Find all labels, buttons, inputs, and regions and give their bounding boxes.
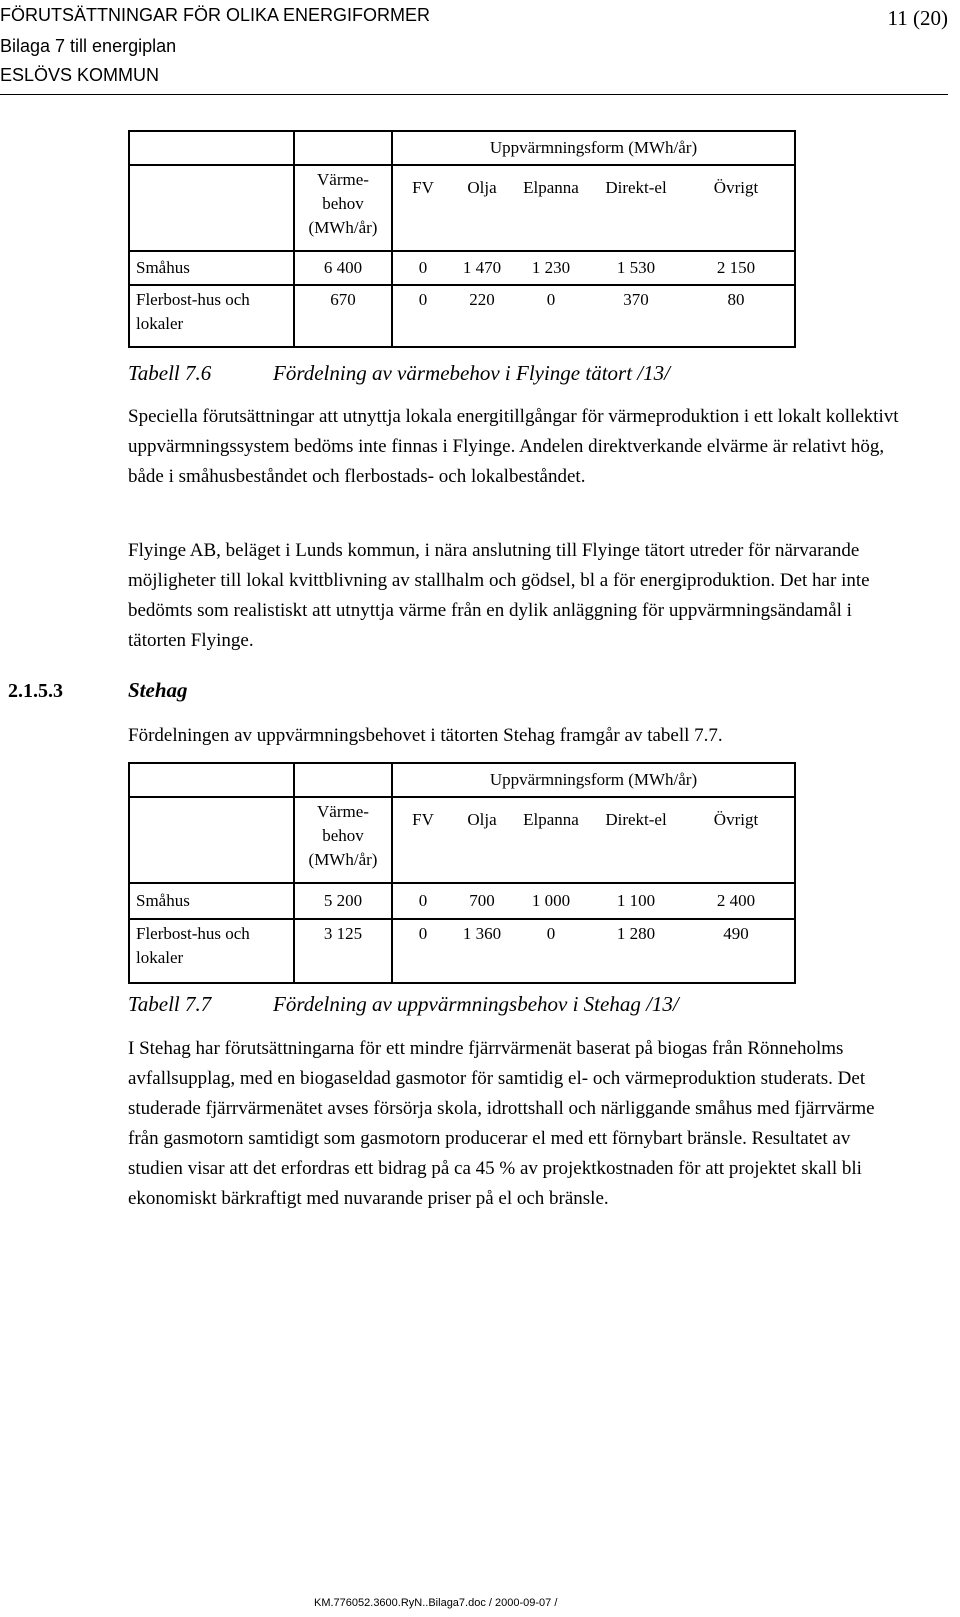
document-header-title: FÖRUTSÄTTNINGAR FÖR OLIKA ENERGIFORMER bbox=[0, 5, 431, 25]
cell-fv: 0 bbox=[418, 258, 428, 277]
table-caption bbox=[128, 992, 679, 1017]
cell-vb: 6 400 bbox=[294, 251, 392, 285]
table-row bbox=[129, 919, 795, 983]
cell-elpanna: 0 bbox=[546, 290, 556, 309]
cell-direkt-el: 1 280 bbox=[616, 924, 656, 943]
table-row bbox=[129, 883, 795, 919]
table-stehag bbox=[128, 762, 796, 984]
row-label: Flerbost-hus och lokaler bbox=[129, 285, 294, 347]
table-caption bbox=[128, 361, 670, 386]
col-header-direkt-el: Direkt-el bbox=[605, 178, 667, 197]
table-vb-header: Värme- behov (MWh/år) bbox=[294, 165, 392, 251]
col-header-ovrigt: Övrigt bbox=[713, 178, 759, 197]
table-row bbox=[129, 285, 795, 347]
cell-olja: 220 bbox=[469, 290, 495, 309]
col-header-elpanna: Elpanna bbox=[523, 178, 579, 197]
col-header-olja: Olja bbox=[467, 178, 497, 197]
cell-direkt-el: 370 bbox=[623, 290, 649, 309]
cell-elpanna: 1 000 bbox=[531, 891, 571, 910]
col-header-ovrigt: Övrigt bbox=[713, 810, 759, 829]
document-header-org: ESLÖVS KOMMUN bbox=[0, 65, 160, 85]
caption-number: Tabell 7.6 bbox=[128, 361, 212, 385]
section-title: Stehag bbox=[128, 678, 188, 702]
table-corner-cell bbox=[129, 763, 294, 797]
cell-ovrigt: 80 bbox=[727, 290, 745, 309]
cell-olja: 1 360 bbox=[462, 924, 502, 943]
col-header-olja: Olja bbox=[467, 810, 497, 829]
cell-elpanna: 1 230 bbox=[531, 258, 571, 277]
col-header-elpanna: Elpanna bbox=[523, 810, 579, 829]
section-number: 2.1.5.3 bbox=[8, 680, 63, 702]
col-header-direkt-el: Direkt-el bbox=[605, 810, 667, 829]
table-vb-spacer bbox=[294, 131, 392, 165]
table-vb-header: Värme- behov (MWh/år) bbox=[294, 797, 392, 883]
row-label: Småhus bbox=[129, 883, 294, 919]
cell-fv: 0 bbox=[418, 924, 428, 943]
table-flyinge bbox=[128, 130, 796, 348]
table-corner-cell bbox=[129, 131, 294, 165]
document-footer: KM.776052.3600.RyN..Bilaga7.doc / 2000-09-07 / bbox=[314, 1597, 558, 1609]
table-column-headers bbox=[392, 165, 795, 251]
paragraph-stehag-main: I Stehag har förutsättningarna för ett mindre fjärrvärmenät baserat på biogas från Rönneholms avfallsupplag, med en biogaseldad gasmotor för samtidig el- och värmeproduktion studerats. Det studerade fjärrvärmenätet avses försörja skola, idrottshall och närliggande småhus med fjärrvärme från gasmotorn samtidigt som gasmotorn producerar el med ett förnybart bränsle. Resultatet av studien visar att det erfordras ett bidrag på ca 45 % av projektkostnaden för att projektet skall bli ekonomiskt bärkraftigt med nuvarande priser på el och bränsle. bbox=[128, 1038, 875, 1209]
table-group-header: Uppvärmningsform (MWh/år) bbox=[392, 131, 795, 165]
cell-direkt-el: 1 100 bbox=[616, 891, 656, 910]
row-label: Småhus bbox=[129, 251, 294, 285]
cell-vb: 5 200 bbox=[294, 883, 392, 919]
paragraph-flyinge-1: Speciella förutsättningar att utnyttja lokala energitillgångar för värmeproduktion i ett lokalt kollektivt uppvärmningssystem bedöms inte finnas i Flyinge. Andelen direktverkande elvärme är relativt hög, både i småhusbeståndet och flerbostads- och lokalbeståndet. bbox=[128, 406, 899, 487]
cell-fv: 0 bbox=[418, 891, 428, 910]
table-row bbox=[129, 251, 795, 285]
cell-ovrigt: 2 150 bbox=[716, 258, 756, 277]
col-header-fv: FV bbox=[412, 810, 434, 829]
row-label: Flerbost-hus och lokaler bbox=[129, 919, 294, 983]
caption-title: Fördelning av värmebehov i Flyinge tätort /13/ bbox=[273, 361, 670, 385]
caption-title: Fördelning av uppvärmningsbehov i Stehag /13/ bbox=[273, 992, 679, 1016]
cell-elpanna: 0 bbox=[546, 924, 556, 943]
cell-ovrigt: 490 bbox=[723, 924, 749, 943]
col-header-fv: FV bbox=[412, 178, 434, 197]
table-vb-spacer bbox=[294, 763, 392, 797]
header-divider bbox=[0, 94, 948, 95]
cell-olja: 700 bbox=[469, 891, 495, 910]
page-number: 11 (20) bbox=[887, 6, 948, 30]
cell-direkt-el: 1 530 bbox=[616, 258, 656, 277]
document-header-subtitle: Bilaga 7 till energiplan bbox=[0, 36, 177, 56]
cell-vb: 3 125 bbox=[294, 919, 392, 983]
paragraph-stehag-intro: Fördelningen av uppvärmningsbehovet i tätorten Stehag framgår av tabell 7.7. bbox=[128, 725, 723, 746]
cell-vb: 670 bbox=[294, 285, 392, 347]
cell-ovrigt: 2 400 bbox=[716, 891, 756, 910]
paragraph-flyinge-2: Flyinge AB, beläget i Lunds kommun, i nära anslutning till Flyinge tätort utreder för närvarande möjligheter till lokal kvittblivning av stallhalm och gödsel, bl a för energiproduktion. Det har inte bedömts som realistiskt att utnyttja värme från en dylik anläggning för uppvärmningsändamål i tätorten Flyinge. bbox=[128, 540, 870, 651]
caption-number: Tabell 7.7 bbox=[128, 992, 212, 1016]
cell-olja: 1 470 bbox=[462, 258, 502, 277]
cell-fv: 0 bbox=[418, 290, 428, 309]
table-column-headers bbox=[392, 797, 795, 883]
table-group-header: Uppvärmningsform (MWh/år) bbox=[392, 763, 795, 797]
